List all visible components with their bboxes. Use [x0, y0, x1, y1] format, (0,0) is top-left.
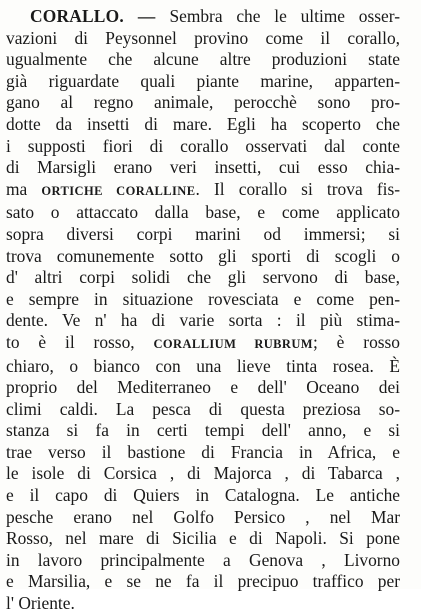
text-segment: sato o attaccato dalla base, e come applicato	[6, 202, 400, 223]
text-segment: ugualmente che alcune altre produzioni state	[6, 49, 400, 70]
text-segment: Sembra che le ultime osser-	[169, 6, 400, 26]
text-segment: proprio del Mediterraneo e dell' Oceano dei	[6, 377, 400, 398]
text-segment: stanza si fa in certi tempi dell' anno, e si	[6, 420, 400, 441]
text-segment: Rosso, nel mare di Sicilia e di Napoli. Si pone	[6, 528, 400, 549]
text-segment: vazioni di Peysonnel provino come il corallo,	[6, 27, 400, 48]
text-line	[6, 224, 400, 246]
text-line	[6, 28, 400, 50]
text-segment: già riguardate quali piante marine, apparten-	[6, 70, 400, 91]
text-line	[6, 310, 400, 332]
text-segment: to è il rosso,	[6, 331, 154, 352]
text-line	[6, 399, 400, 421]
text-line	[6, 550, 400, 572]
text-line	[6, 92, 400, 114]
text-line	[6, 442, 400, 464]
text-segment: dotte da insetti di mare. Egli ha scoperto che	[6, 113, 400, 134]
text-segment: l' Oriente.	[6, 593, 75, 614]
text-segment: ma	[6, 178, 42, 199]
text-segment: le isole di Corsica , di Majorca , di Tabarca ,	[6, 463, 400, 484]
text-line	[6, 49, 400, 71]
scientific-term: CORALLIUM RUBRUM	[153, 336, 313, 351]
text-line	[6, 71, 400, 93]
text-segment: trova comunemente sotto gli sporti di scogli o	[6, 245, 400, 266]
text-segment: sopra diversi corpi marini od immersi; si	[6, 223, 400, 244]
text-line	[6, 179, 400, 203]
text-segment: . Il corallo si trova fis-	[195, 178, 400, 199]
text-segment: climi caldi. La pesca di questa preziosa so-	[6, 398, 400, 419]
text-segment: in lavoro principalmente a Genova , Livorno	[6, 549, 400, 570]
text-segment: gano al regno animale, perocchè sono pro-	[6, 92, 400, 113]
entry-first-line	[6, 6, 400, 28]
text-line	[6, 571, 400, 593]
text-line	[6, 157, 400, 179]
scientific-term: ORTICHE CORALLINE	[41, 183, 196, 198]
text-line	[6, 463, 400, 485]
encyclopedia-entry-corallo	[6, 6, 400, 615]
text-line	[6, 356, 400, 378]
text-segment: di Marsigli erano veri insetti, cui esso chia-	[6, 157, 400, 178]
text-segment: ; è rosso	[312, 331, 400, 352]
entry-headword: CORALLO. —	[30, 6, 170, 26]
text-segment: e sempre in situazione rovesciata e come pen-	[6, 288, 400, 309]
text-line	[6, 507, 400, 529]
text-line	[6, 136, 400, 158]
text-segment: pesche erano nel Golfo Persico , nel Mar	[6, 506, 400, 527]
text-line	[6, 420, 400, 442]
text-segment: dente. Ve n' ha di varie sorta : il più stima-	[6, 310, 400, 331]
text-segment: trae verso il bastione di Francia in Africa, e	[6, 441, 400, 462]
text-segment: e il capo di Quiers in Catalogna. Le antiche	[6, 485, 400, 506]
text-segment: e Marsilia, e se ne fa il precipuo traffico per	[6, 571, 400, 592]
text-line	[6, 114, 400, 136]
text-segment: i supposti fiori di corallo osservati dal conte	[6, 135, 400, 156]
text-line	[6, 377, 400, 399]
text-line	[6, 202, 400, 224]
text-segment: d' altri corpi solidi che gli servono di base,	[6, 267, 400, 288]
text-line	[6, 289, 400, 311]
text-line	[6, 246, 400, 268]
text-line	[6, 485, 400, 507]
text-line	[6, 332, 400, 356]
text-line	[6, 528, 400, 550]
text-line	[6, 267, 400, 289]
text-segment: chiaro, o bianco con una lieve tinta rosea. È	[6, 355, 400, 376]
text-line	[6, 593, 400, 615]
